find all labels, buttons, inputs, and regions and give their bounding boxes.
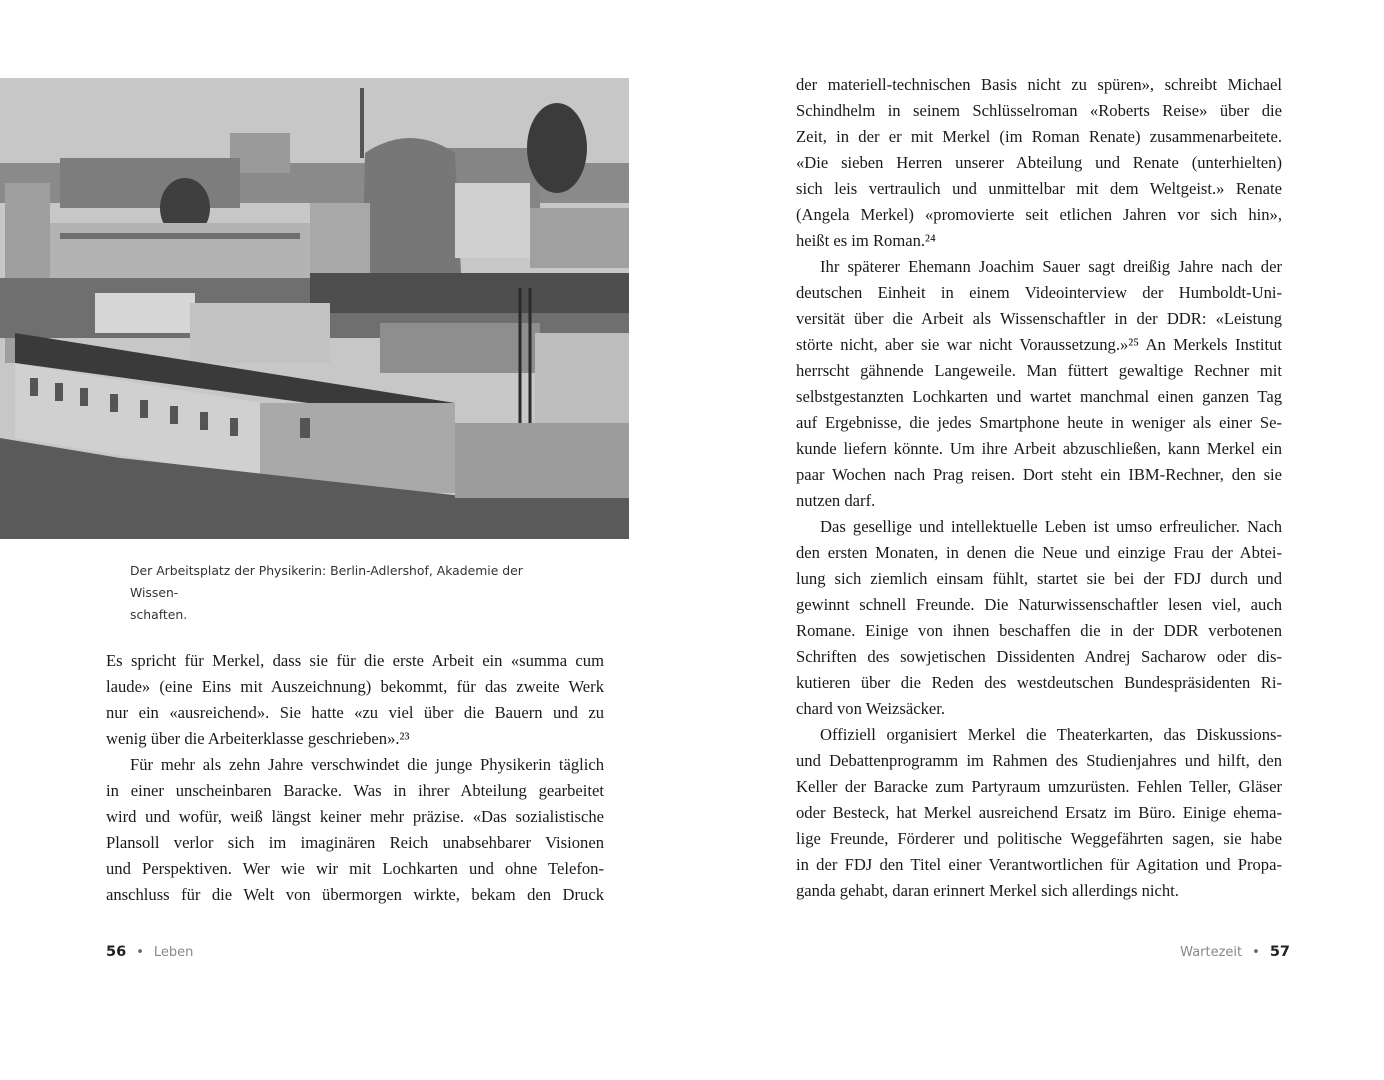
text-line: selbstgestanzten Lochkarten und wartet manchmal einen ganzen Tag [796,387,1282,406]
text-line: und Debattenprogramm im Rahmen des Studienjahres und hilft, den [796,751,1282,770]
text-line: nutzen darf. [796,491,876,510]
text-line: versität über die Arbeit als Wissenschaftler in der DDR: «Leistung [796,309,1282,328]
caption-line: schaften. [130,607,188,622]
text-line: laude» (eine Eins mit Auszeichnung) bekommt, für das zweite Werk [106,677,604,696]
text-line: Das gesellige und intellektuelle Leben ist umso erfreulicher. Nach [820,517,1282,536]
text-line: Zeit, in der er mit Merkel (im Roman Renate) zusammenarbeitete. [796,127,1282,146]
text-line: Für mehr als zehn Jahre verschwindet die junge Physikerin täglich [130,755,604,774]
text-line: kutieren über die Reden des westdeutschen Bundespräsidenten Ri- [796,673,1282,692]
text-line: gewinnt schnell Freunde. Die Naturwissenschaftler lesen viel, auch [796,595,1282,614]
text-line: Ihr späterer Ehemann Joachim Sauer sagt dreißig Jahre nach der [820,257,1282,276]
text-line: wenig über die Arbeiterklasse geschrieben».²³ [106,729,410,748]
page-number: 56 [106,944,127,960]
photo-berlin-adlershof [0,78,629,539]
text-line: nur ein «ausreichend». Sie hatte «zu viel über die Bauern und zu [106,703,604,722]
page-number: 57 [1269,944,1290,960]
text-line: anschluss für die Welt von übermorgen wirkte, bekam den Druck [106,885,604,904]
text-line: in der FDJ den Titel einer Verantwortlichen für Agitation und Propa- [796,855,1282,874]
right-folio [1180,944,1290,960]
text-line: (Angela Merkel) «promovierte seit etlichen Jahren vor sich hin», [796,205,1282,224]
bullet-separator: • [136,945,144,960]
right-body-text [796,72,1282,904]
text-line: herrscht gähnende Langeweile. Man füttert gewaltige Rechner mit [796,361,1282,380]
text-line: heißt es im Roman.²⁴ [796,231,936,250]
text-line: in einer unscheinbaren Baracke. Was in ihrer Abteilung gearbeitet [106,781,604,800]
photo-caption [130,560,570,626]
text-line: den ersten Monaten, in denen die Neue und einzige Frau der Abtei- [796,543,1282,562]
text-line: Es spricht für Merkel, dass sie für die erste Arbeit ein «summa cum [106,651,604,670]
left-folio [106,944,193,960]
text-line: lige Freunde, Förderer und politische Weggefährten sagen, sie habe [796,829,1282,848]
right-page [692,0,1384,1080]
caption-line: Der Arbeitsplatz der Physikerin: Berlin-Adlershof, Akademie der Wissen- [130,563,523,600]
left-body-text [106,648,604,908]
text-line: auf Ergebnisse, die jedes Smartphone heute in weniger als einer Se- [796,413,1282,432]
text-line: Schindhelm in seinem Schlüsselroman «Roberts Reise» über die [796,101,1282,120]
running-head: Leben [153,945,194,960]
text-line: Schriften des sowjetischen Dissidenten Andrej Sacharow oder dis- [796,647,1282,666]
text-line: Romane. Einige von ihnen beschaffen die in der DDR verbotenen [796,621,1282,640]
text-line: paar Wochen nach Prag reisen. Dort steht ein IBM-Rechner, den sie [796,465,1282,484]
bullet-separator: • [1252,945,1260,960]
text-line: sich leis vertraulich und unmittelbar mit dem Weltgeist.» Renate [796,179,1282,198]
text-line: ganda gehabt, daran erinnert Merkel sich allerdings nicht. [796,881,1179,900]
text-line: «Die sieben Herren unserer Abteilung und Renate (unterhielten) [796,153,1282,172]
text-line: Offiziell organisiert Merkel die Theaterkarten, das Diskussions- [820,725,1282,744]
text-line: lung sich ziemlich einsam fühlt, startet sie bei der FDJ durch und [796,569,1282,588]
text-line: der materiell-technischen Basis nicht zu spüren», schreibt Michael [796,75,1282,94]
text-line: störte nicht, aber sie war nicht Voraussetzung.»²⁵ An Merkels Institut [796,335,1282,354]
text-line: chard von Weizsäcker. [796,699,946,718]
text-line: kunde liefern könnte. Um ihre Arbeit abzuschließen, kann Merkel ein [796,439,1282,458]
text-line: deutschen Einheit in einem Videointerview der Humboldt-Uni- [796,283,1282,302]
text-line: Keller der Baracke zum Partyraum umzurüsten. Fehlen Teller, Gläser [796,777,1282,796]
text-line: wird und wofür, weiß längst keiner mehr präzise. «Das sozialistische [106,807,604,826]
text-line: Plansoll verlor sich im imaginären Reich unabsehbarer Visionen [106,833,604,852]
running-head: Wartezeit [1180,945,1243,960]
text-line: oder Besteck, hat Merkel ausreichend Ersatz im Büro. Einige ehema- [796,803,1282,822]
text-line: und Perspektiven. Wer wie wir mit Lochkarten und ohne Telefon- [106,859,604,878]
